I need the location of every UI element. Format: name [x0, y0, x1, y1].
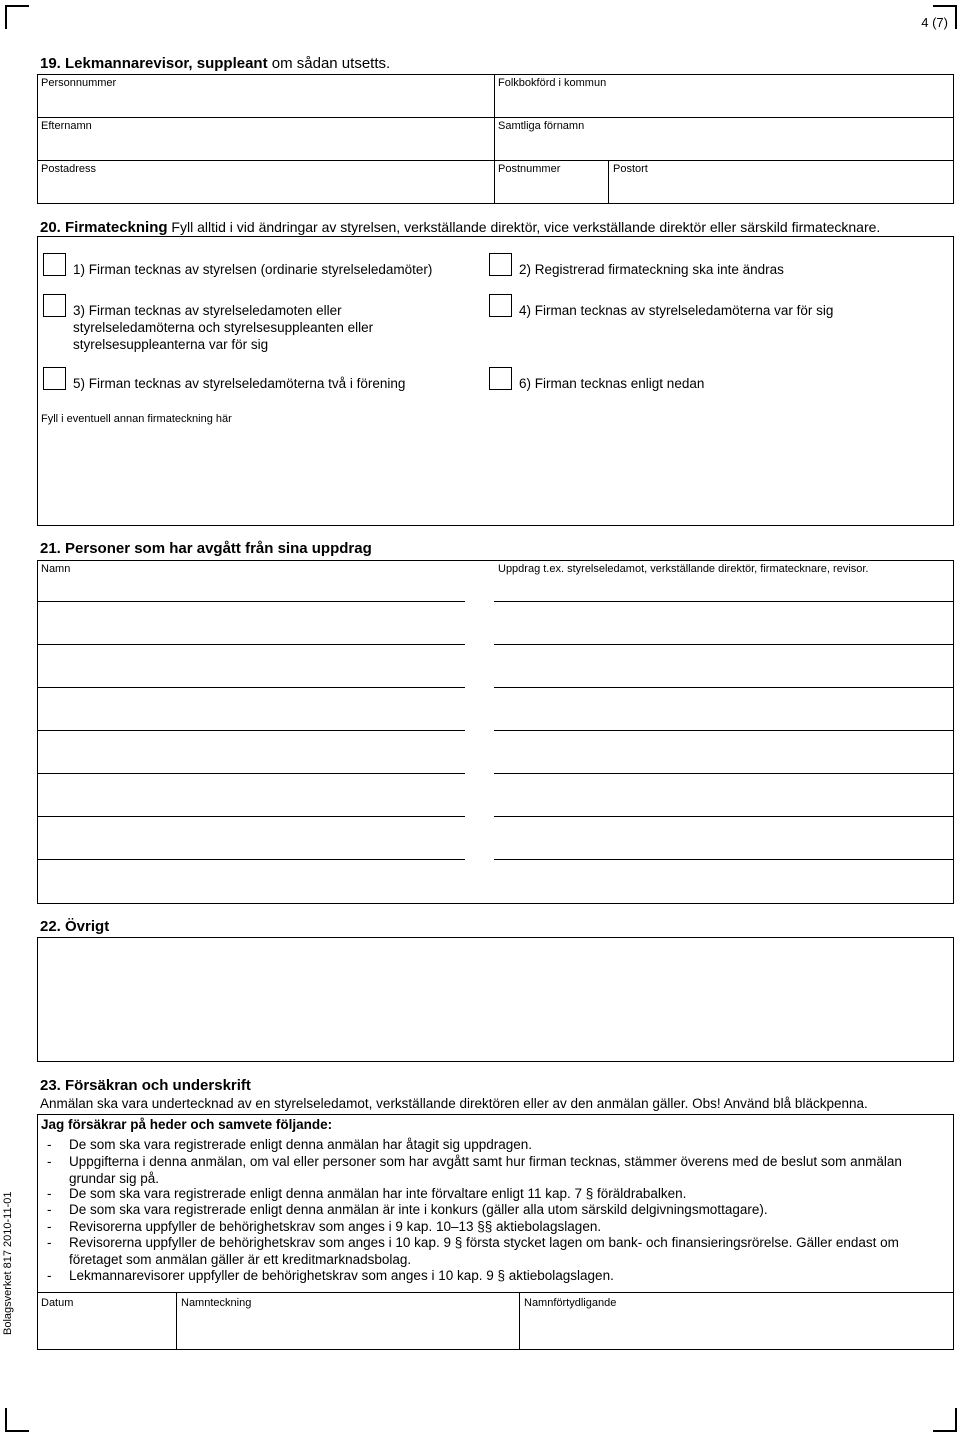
section-19-col-divider — [494, 74, 495, 204]
option-6-checkbox[interactable] — [489, 367, 512, 390]
option-5-checkbox[interactable] — [43, 367, 66, 390]
name-line-6[interactable] — [37, 816, 465, 817]
signature-row-divider — [37, 1292, 954, 1293]
section-19-row-divider-2 — [37, 160, 954, 161]
section-21-box — [37, 560, 954, 904]
other-info-box[interactable] — [37, 937, 954, 1062]
option-1-label: 1) Firman tecknas av styrelsen (ordinarie styrelseledamöter) — [73, 262, 433, 277]
declaration-heading: Jag försäkrar på heder och samvete följande: — [41, 1117, 333, 1132]
declaration-item — [47, 1268, 937, 1285]
signature-col-divider-2 — [519, 1292, 520, 1350]
bullet-dash: - — [47, 1235, 52, 1250]
role-column-label: Uppdrag t.ex. styrelseledamot, verkställande direktör, firmatecknare, revisor. — [498, 563, 869, 575]
option-2-label: 2) Registrerad firmateckning ska inte ändras — [519, 262, 784, 277]
bullet-dash: - — [47, 1202, 52, 1217]
option-2-checkbox[interactable] — [489, 253, 512, 276]
other-signatory-field[interactable]: Fyll i eventuell annan firmateckning här — [41, 413, 232, 425]
signature-field[interactable]: Namnteckning — [181, 1297, 252, 1309]
declaration-item — [47, 1186, 937, 1203]
section-22-title: 22. Övrigt — [40, 918, 110, 935]
option-6-label: 6) Firman tecknas enligt nedan — [519, 376, 705, 391]
postnummer-field[interactable]: Postnummer — [498, 163, 561, 175]
declaration-item — [47, 1235, 937, 1269]
bullet-dash: - — [47, 1186, 52, 1201]
option-4-label: 4) Firman tecknas av styrelseledamöterna var för sig — [519, 303, 834, 318]
role-line-4[interactable] — [494, 730, 954, 731]
section-19-postort-divider — [608, 160, 609, 204]
section-23-description: Anmälan ska vara undertecknad av en styrelseledamot, verkställande direktören eller av den anmälan gäller. Obs! Använd blå bläckpenna. — [40, 1096, 868, 1111]
declaration-item — [47, 1202, 937, 1219]
form-id-vertical: Bolagsverket 817 2010-11-01 — [2, 1191, 14, 1335]
crop-mark-top-left — [5, 5, 29, 29]
section-19-title-main: 19. Lekmannarevisor, suppleant — [40, 55, 268, 72]
section-19-row-divider-1 — [37, 117, 954, 118]
section-20-title-main: 20. Firmateckning — [40, 219, 168, 236]
efternamn-field[interactable]: Efternamn — [41, 120, 92, 132]
declaration-item-text: De som ska vara registrerade enligt denna anmälan har inte förvaltare enligt 11 kap. 7 § föräldrabalken. — [69, 1186, 687, 1201]
declaration-item-text: Lekmannarevisorer uppfyller de behörighetskrav som anges i 10 kap. 9 § aktiebolagslagen. — [69, 1268, 614, 1283]
section-21-title: 21. Personer som har avgått från sina uppdrag — [40, 540, 372, 557]
declaration-item-text: Revisorerna uppfyller de behörighetskrav som anges i 10 kap. 9 § första stycket lagen om bank- och finansieringsrörelse. Gäller endast om företaget som anmälan gäller är ett kreditmarknadsbolag. — [69, 1235, 899, 1267]
bullet-dash: - — [47, 1219, 52, 1234]
option-1-checkbox[interactable] — [43, 253, 66, 276]
bullet-dash: - — [47, 1137, 52, 1152]
bullet-dash: - — [47, 1268, 52, 1283]
section-20-title-suffix: Fyll alltid i vid ändringar av styrelsen, verkställande direktör, vice verkställande direktör eller särskild firmatecknare. — [167, 219, 881, 235]
declaration-item-text: Revisorerna uppfyller de behörighetskrav som anges i 9 kap. 10–13 §§ aktiebolagslagen. — [69, 1219, 602, 1234]
name-clarification-field[interactable]: Namnförtydligande — [524, 1297, 617, 1309]
crop-mark-bottom-right — [933, 1408, 957, 1432]
postort-field[interactable]: Postort — [613, 163, 648, 175]
section-23-title: 23. Försäkran och underskrift — [40, 1077, 251, 1094]
section-19-title — [40, 55, 390, 72]
section-20-title — [40, 219, 880, 236]
declaration-item-text: Uppgifterna i denna anmälan, om val eller personer som har avgått samt hur firman tecknas, stämmer överens med de beslut som anmälan grundar sig på. — [69, 1154, 902, 1186]
crop-mark-bottom-left — [5, 1408, 29, 1432]
folkbokford-field[interactable]: Folkbokförd i kommun — [498, 77, 607, 89]
declaration-item-text: De som ska vara registrerade enligt denna anmälan är inte i konkurs (gäller alla utom särskild delgivningsmottagare). — [69, 1202, 768, 1217]
page-number: 4 (7) — [921, 15, 948, 30]
role-line-6[interactable] — [494, 816, 954, 817]
option-5-label: 5) Firman tecknas av styrelseledamöterna två i förening — [73, 376, 406, 391]
option-3-checkbox[interactable] — [43, 294, 66, 317]
role-line-3[interactable] — [494, 687, 954, 688]
name-line-5[interactable] — [37, 773, 465, 774]
role-line-7[interactable] — [494, 859, 954, 860]
name-line-4[interactable] — [37, 730, 465, 731]
name-line-3[interactable] — [37, 687, 465, 688]
name-line-2[interactable] — [37, 644, 465, 645]
name-line-1[interactable] — [37, 601, 465, 602]
declaration-item-text: De som ska vara registrerade enligt denna anmälan har åtagit sig uppdragen. — [69, 1137, 533, 1152]
name-line-7[interactable] — [37, 859, 465, 860]
bullet-dash: - — [47, 1154, 52, 1169]
declaration-item — [47, 1137, 937, 1154]
option-4-checkbox[interactable] — [489, 294, 512, 317]
role-line-1[interactable] — [494, 601, 954, 602]
postadress-field[interactable]: Postadress — [41, 163, 97, 175]
personnummer-field[interactable]: Personnummer — [41, 77, 117, 89]
declaration-item — [47, 1219, 937, 1236]
role-line-2[interactable] — [494, 644, 954, 645]
date-field[interactable]: Datum — [41, 1297, 74, 1309]
role-line-5[interactable] — [494, 773, 954, 774]
name-column-label: Namn — [41, 563, 71, 575]
signature-col-divider-1 — [176, 1292, 177, 1350]
fornamn-field[interactable]: Samtliga förnamn — [498, 120, 585, 132]
declaration-item — [47, 1154, 937, 1188]
section-19-table — [37, 74, 954, 204]
option-3-label: 3) Firman tecknas av styrelseledamoten eller styrelseledamöterna och styrelsesuppleanten eller styrelsesuppleanterna var för sig — [73, 303, 374, 352]
section-19-title-suffix: om sådan utsetts. — [267, 55, 391, 72]
